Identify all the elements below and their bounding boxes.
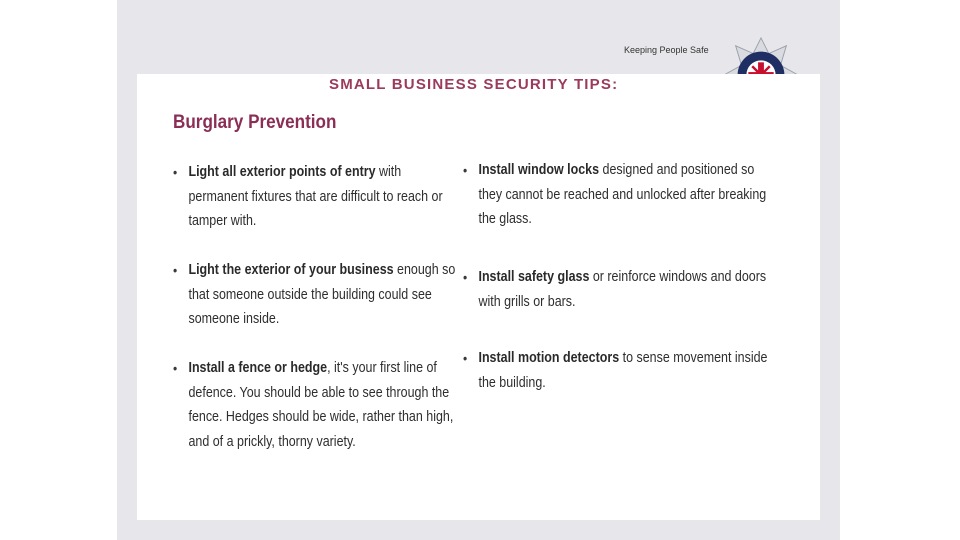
list-item	[173, 356, 459, 454]
list-item	[463, 158, 775, 232]
item-text: to sense movement inside the building.	[478, 350, 768, 391]
page-title: SMALL BUSINESS SECURITY TIPS:	[329, 76, 619, 93]
item-lead: Install window locks	[478, 162, 600, 178]
list-item	[463, 265, 775, 314]
item-text: with permanent fixtures that are difficult to reach or tamper with.	[188, 164, 443, 229]
content-panel	[137, 74, 820, 520]
item-lead: Install motion detectors	[478, 350, 620, 366]
tagline: Keeping People Safe	[624, 45, 709, 55]
item-lead: Light all exterior points of entry	[188, 164, 376, 180]
item-text: enough so that someone outside the building could see someone inside.	[188, 262, 456, 327]
bullet-icon: •	[463, 162, 468, 178]
section-heading: Burglary Prevention	[173, 112, 337, 133]
bullet-icon: •	[173, 262, 178, 278]
item-text: designed and positioned so they cannot be reached and unlocked after breaking the glass.	[478, 162, 767, 227]
item-lead: Install a fence or hedge	[188, 360, 328, 376]
bullet-icon: •	[463, 269, 468, 285]
list-item	[173, 258, 459, 332]
bullet-icon: •	[173, 360, 178, 376]
item-text: or reinforce windows and doors with grills or bars.	[478, 269, 767, 310]
list-item	[173, 160, 459, 234]
bullet-icon: •	[463, 350, 468, 366]
bullet-icon: •	[173, 164, 178, 180]
list-item	[463, 346, 775, 395]
item-text: , it's your first line of defence. You should be able to see through the fence. Hedges should be wide, rather than high, and of a prickly, thorny variety.	[188, 360, 454, 450]
item-lead: Install safety glass	[478, 269, 590, 285]
item-lead: Light the exterior of your business	[188, 262, 394, 278]
